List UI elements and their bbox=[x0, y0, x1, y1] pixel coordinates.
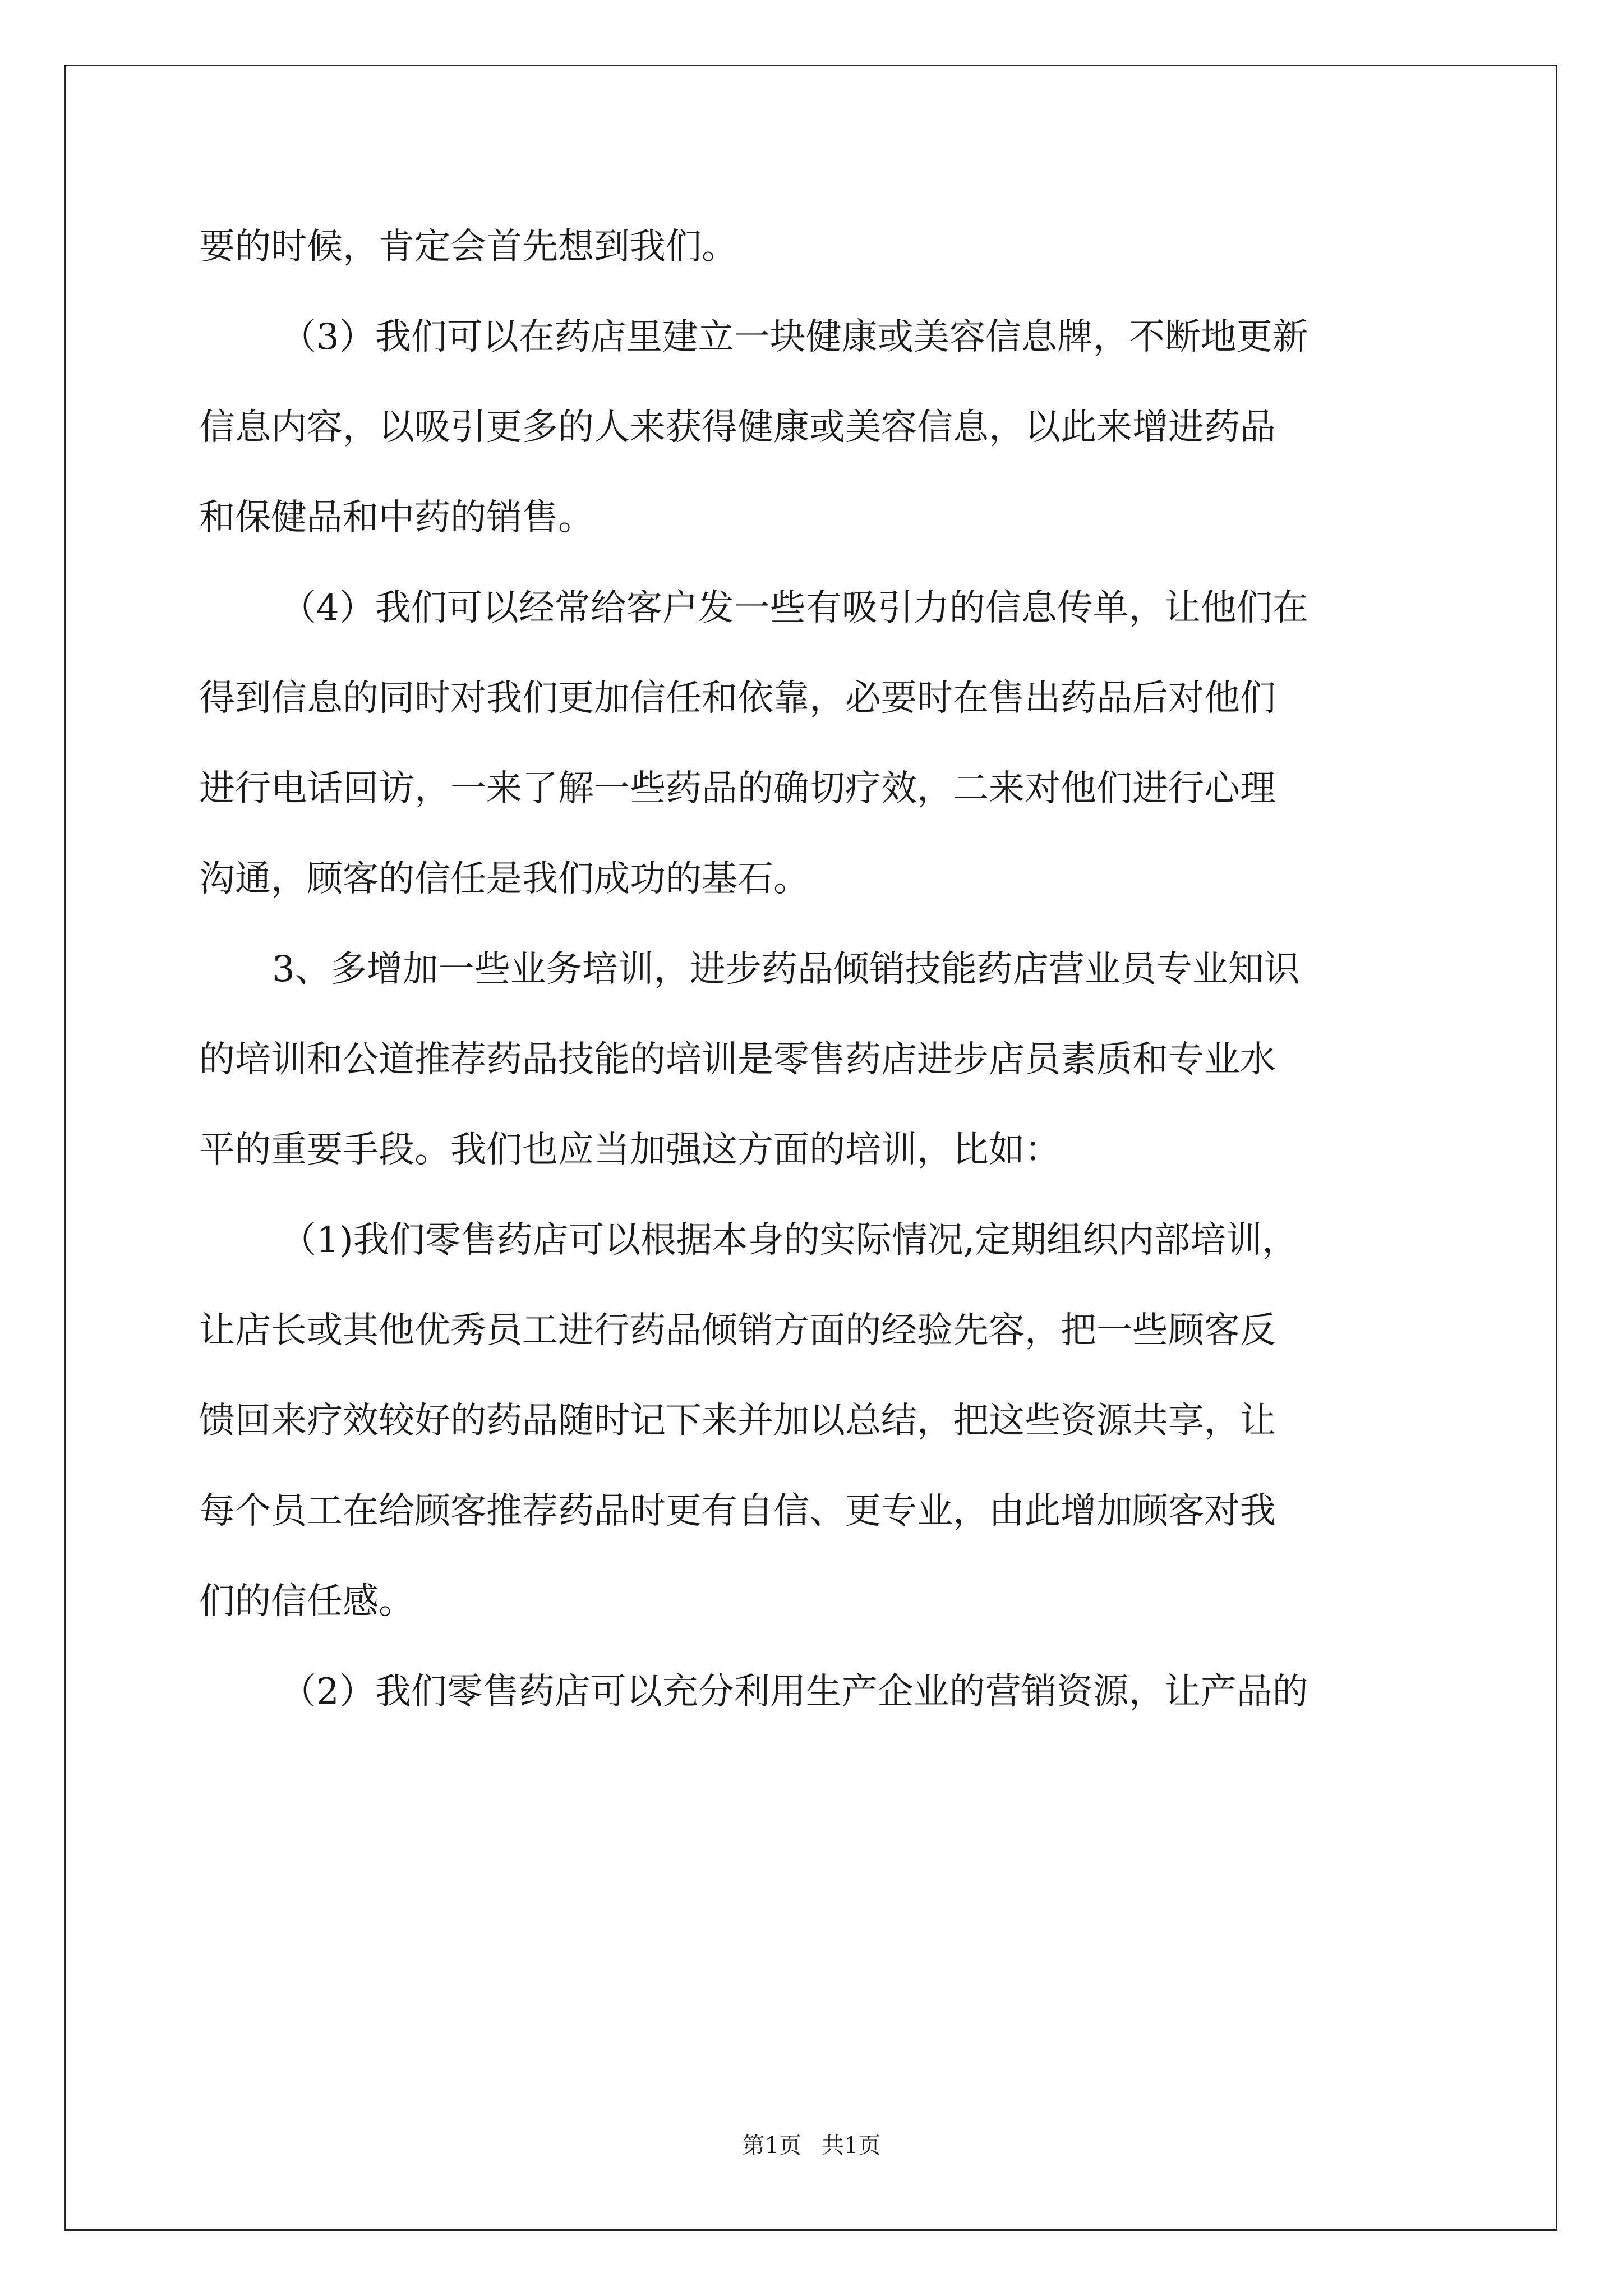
text-line: 3、多增加一些业务培训，进步药品倾销技能药店营业员专业知识 bbox=[272, 949, 1300, 990]
text-line: 信息内容，以吸引更多的人来获得健康或美容信息，以此来增进药品 bbox=[199, 407, 1276, 448]
text-line: 和保健品和中药的销售。 bbox=[199, 497, 594, 539]
text-line: 平的重要手段。我们也应当加强这方面的培训，比如： bbox=[199, 1129, 1061, 1171]
text-line: （3）我们可以在药店里建立一块健康或美容信息牌，不断地更新 bbox=[280, 316, 1308, 358]
text-line: 进行电话回访，一来了解一些药品的确切疗效，二来对他们进行心理 bbox=[199, 768, 1276, 809]
text-line: 得到信息的同时对我们更加信任和依靠，必要时在售出药品后对他们 bbox=[199, 678, 1276, 719]
text-line: 每个员工在给顾客推荐药品时更有自信、更专业，由此增加顾客对我 bbox=[199, 1490, 1276, 1532]
text-line: 馈回来疗效较好的药品随时记下来并加以总结，把这些资源共享，让 bbox=[199, 1400, 1276, 1442]
text-line: 让店长或其他优秀员工进行药品倾销方面的经验先容，把一些顾客反 bbox=[199, 1310, 1276, 1351]
page-number: 第1页 bbox=[742, 2133, 801, 2159]
text-line: 沟通，顾客的信任是我们成功的基石。 bbox=[199, 858, 809, 900]
text-line: （2）我们零售药店可以充分利用生产企业的营销资源，让产品的 bbox=[280, 1671, 1308, 1713]
document-body bbox=[199, 202, 1427, 1737]
text-line: 要的时候，肯定会首先想到我们。 bbox=[199, 226, 737, 268]
text-line: 们的信任感。 bbox=[199, 1581, 414, 1622]
page-footer bbox=[0, 2132, 1623, 2160]
text-line: （4）我们可以经常给客户发一些有吸引力的信息传单，让他们在 bbox=[280, 587, 1308, 629]
page-count: 共1页 bbox=[822, 2133, 881, 2159]
text-line: （1)我们零售药店可以根据本身的实际情况,定期组织内部培训， bbox=[280, 1220, 1298, 1261]
text-line: 的培训和公道推荐药品技能的培训是零售药店进步店员素质和专业水 bbox=[199, 1039, 1276, 1080]
